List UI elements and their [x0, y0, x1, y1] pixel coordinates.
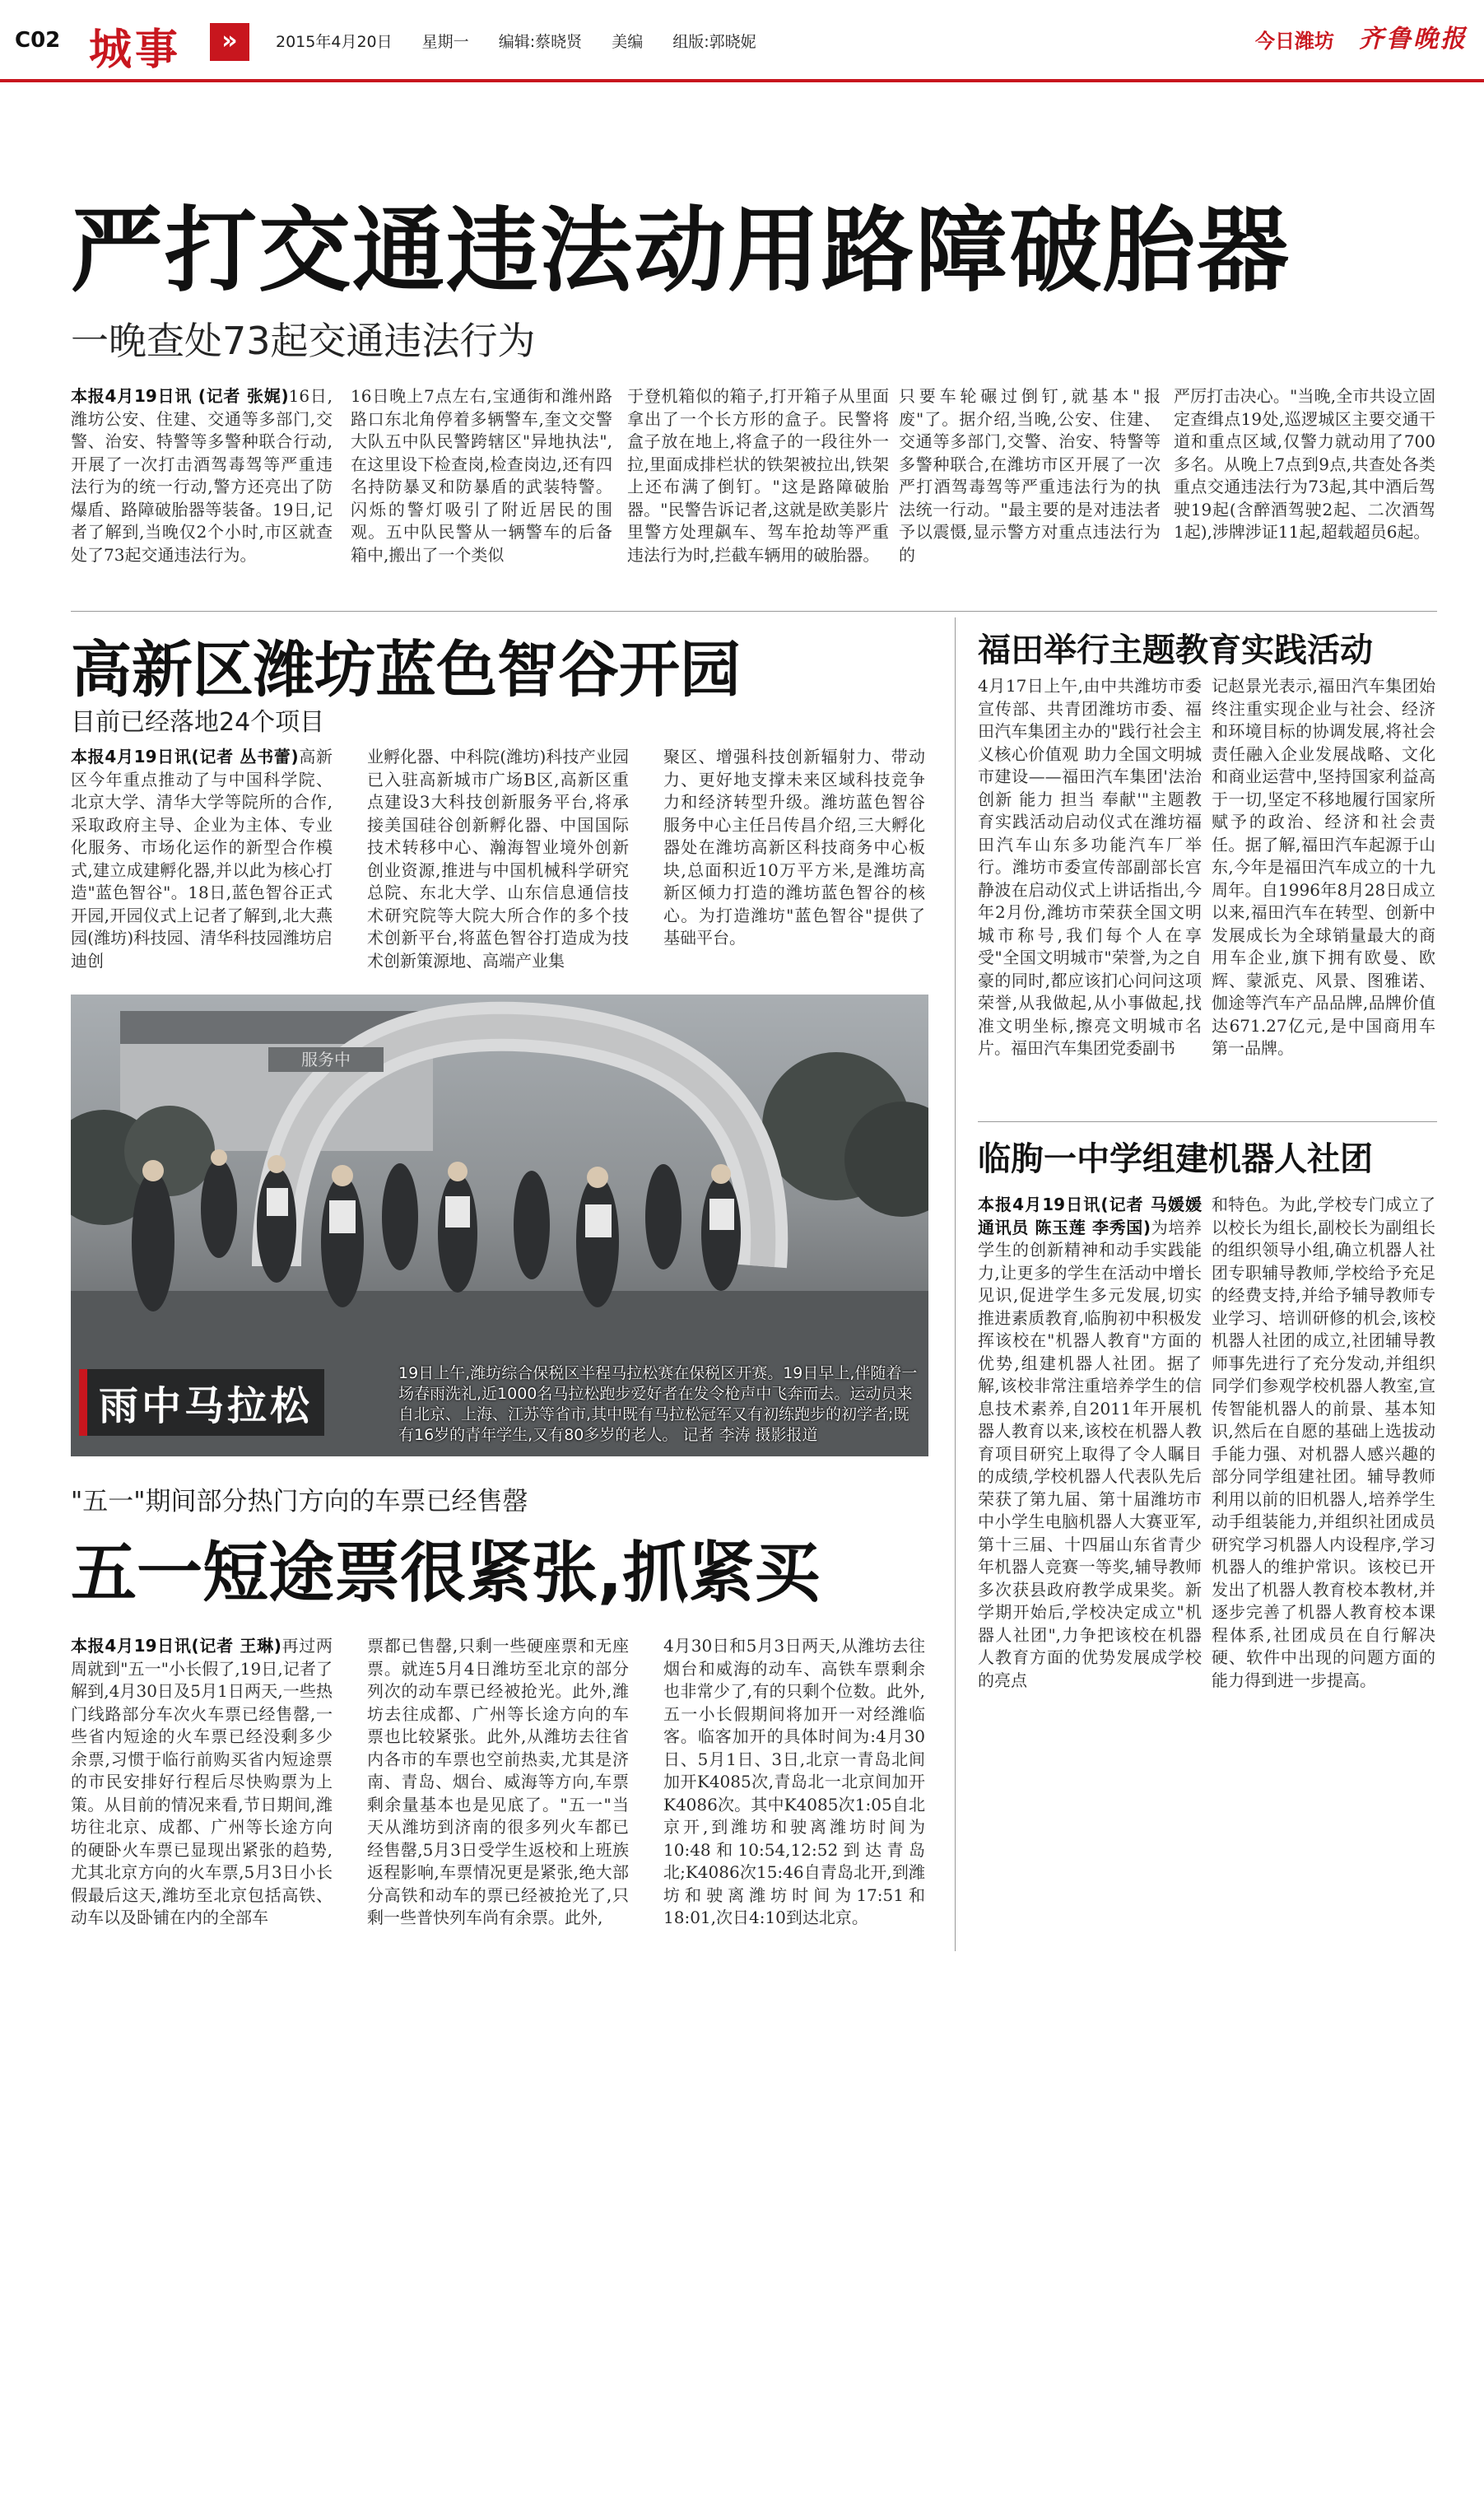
article3-title: 五一短途票很紧张,抓紧买: [71, 1535, 821, 1611]
article3-dateline: 本报4月19日讯(记者 王琳): [71, 1636, 281, 1656]
column-divider: [955, 617, 956, 1951]
article3-col3: 4月30日和5月3日两天,从潍坊去往烟台和威海的动车、高铁车票剩余也非常少了,有的只剩个位数。此外,五一小长假期间将加开一对经潍临客。临客加开的具体时间为:4月30日、5月1日、3日,北京一青岛北间加开K4085次,青岛北一北京间加开K4086次。其中K4085次1:05自北京开,到潍坊和驶离潍坊时间为10:48和10:54,12:52到达青岛北;K4086次15:46自青岛北开,到潍坊和驶离潍坊时间为17:51和18:01,次日4:10到达北京。: [663, 1636, 925, 1927]
chevron-right-icon: »: [210, 23, 249, 61]
issue-meta: [276, 30, 781, 52]
article3-col1: [71, 1635, 333, 1997]
article4-col1: 4月17日上午,由中共潍坊市委宣传部、共青团潍坊市委、福田汽车集团主办的"践行社会主义核心价值观 助力全国文明城市建设——福田汽车集团'法治创新 能力 担当 奉献'"主题教育实践活动启动仪式在潍坊福田汽车山东多功能汽车厂举行。潍坊市委宣传部副部长宫静波在启动仪式上讲话指出,今年2月份,潍坊市荣获全国文明城市称号,我们每个人在享受"全国文明城市"荣誉,为之自豪的同时,都应该扪心问问这项荣誉,从我做起,从小事做起,找准文明坐标,擦亮文明城市名片。福田汽车集团党委副书: [978, 676, 1202, 1058]
article1-col2: 16日晚上7点左右,宝通街和潍州路路口东北角停着多辆警车,奎文交警大队五中队民警跨辖区"异地执法",在这里设下检查岗,检查岗边,还有四名持防暴叉和防暴盾的武装特警。闪烁的警灯吸引了附近居民的围观。五中队民警从一辆警车的后备箱中,搬出了一个类似: [351, 386, 612, 565]
article5-col1: [978, 1194, 1202, 1918]
article2-subtitle: 目前已经落地24个项目: [71, 708, 325, 737]
article1-col1: [71, 385, 333, 599]
article2-col1-text: 高新区今年重点推动了与中国科学院、北京大学、清华大学等院所的合作,采取政府主导、企业为主体、专业化服务、市场化运作的新型合作模式,建立成建孵化器,并以此为核心打造"蓝色智谷"。18日,蓝色智谷正式开园,开园仪式上记者了解到,北大燕园(潍坊)科技园、清华科技园潍坊启迪创: [71, 747, 333, 971]
article5-dateline: 本报4月19日讯(记者 马媛媛 通讯员 陈玉莲 李秀国): [978, 1195, 1202, 1237]
article5-col1-text: 为培养学生的创新精神和动手实践能力,让更多的学生在活动中增长见识,促进学生多元发展,切实推进素质教育,临朐初中积极发挥该校在"机器人教育"方面的优势,组建机器人社团。据了解,该校非常注重培养学生的信息技术素养,自2011年开展机器人教育以来,该校在机器人教育项目研究上取得了令人瞩目的成绩,学校机器人代表队先后荣获了第九届、第十届潍坊市中小学生电脑机器人大赛亚军,第十三届、十四届山东省青少年机器人竞赛一等奖,辅导教师多次获县政府教学成果奖。新学期开始后,学校决定成立"机器人社团",力争把该校在机器人教育方面的优势发展成学校的亮点: [978, 1217, 1202, 1690]
article2-dateline: 本报4月19日讯(记者 丛书蕾): [71, 747, 299, 766]
photo-stamp: 雨中马拉松: [79, 1369, 324, 1436]
page-code: C02: [15, 28, 61, 53]
issue-editor: 编辑:蔡晓贤: [498, 33, 583, 51]
section-tag: 今日潍坊: [1255, 30, 1334, 53]
issue-weekday: 星期一: [421, 33, 469, 51]
article1-col1-text: 16日,潍坊公安、住建、交通等多部门,交警、治安、特警等多警种联合行动,开展了一次打击酒驾毒驾等严重违法行为的统一行动,警方还亮出了防爆盾、路障破胎器等装备。19日,记者了解到,当晚仅2个小时,市区就查处了73起交通违法行为。: [71, 386, 333, 565]
marathon-photo: [71, 995, 928, 1456]
issue-layout: 组版:郭晓妮: [672, 33, 756, 51]
article4-title: 福田举行主题教育实践活动: [978, 631, 1373, 669]
article1-subtitle: 一晚查处73起交通违法行为: [71, 319, 536, 363]
article2-col3: 聚区、增强科技创新辐射力、带动力、更好地支撑未来区域科技竞争力和经济转型升级。潍坊蓝色智谷服务中心主任吕传昌介绍,三大孵化器处在潍坊高新区科技商务中心板块,总面积近10万平方米,是潍坊高新区倾力打造的潍坊蓝色智谷的核心。为打造潍坊"蓝色智谷"提供了基础平台。: [663, 747, 925, 948]
issue-artist: 美编: [612, 33, 644, 51]
article5-col2: 和特色。为此,学校专门成立了以校长为组长,副校长为副组长的组织领导小组,确立机器人社团专职辅导教师,学校给予充足的经费支持,并给予辅导教师专业学习、培训研修的机会,该校机器人社团的成立,社团辅导教师事先进行了充分发动,并组织同学们参观学校机器人教室,宣传智能机器人的前景、基本知识,然后在自愿的基础上选拔动手能力强、对机器人感兴趣的部分同学组建社团。辅导教师利用以前的旧机器人,培养学生动手组装能力,并组织社团成员研究学习机器人内设程序,学习机器人的维护常识。该校已开发出了机器人教育校本教材,并逐步完善了机器人教育校本课程体系,社团成员在自行解决硬、软件中出现的问题方面的能力得到进一步提高。: [1212, 1195, 1435, 1690]
article3-col1-text: 再过两周就到"五一"小长假了,19日,记者了解到,4月30日及5月1日两天,一些热门线路部分车次火车票已经售罄,一些省内短途的火车票已经没剩多少余票,习惯于临行前购买省内短途票的市民安排好行程后尽快购票为上策。从目前的情况来看,节日期间,潍坊往北京、成都、广州等长途方向的硬卧火车票已显现出紧张的趋势,尤其北京方向的火车票,5月3日小长假最后这天,潍坊至北京包括高铁、动车以及卧铺在内的全部车: [71, 1636, 333, 1927]
article1-title: 严打交通违法动用路障破胎器: [71, 198, 1291, 305]
article3-kicker: "五一"期间部分热门方向的车票已经售罄: [71, 1487, 528, 1516]
issue-date: 2015年4月20日: [276, 33, 393, 51]
photo-caption: 19日上午,潍坊综合保税区半程马拉松赛在保税区开赛。19日早上,伴随着一场春雨洗礼,近1000名马拉松跑步爱好者在发令枪声中飞奔而去。运动员来自北京、上海、江苏等省市,其中既有马拉松冠军又有初练跑步的初学者;既有16岁的青年学生,又有80多岁的老人。 记者 李涛 摄影报道: [398, 1364, 918, 1444]
article2-col1: [71, 746, 333, 978]
newspaper-logo: 齐鲁晚报: [1359, 25, 1468, 54]
article1-col4: 只要车轮碾过倒钉,就基本"报废"了。据介绍,当晚,公安、住建、交通等多部门,交警、治安、特警等多警种联合,在潍坊市区开展了一次严打酒驾毒驾等严重违法行为的执法统一行动。"最主要的是对违法者予以震慑,显示警方对重点违法行为的: [899, 386, 1161, 565]
banner-text: 服务中: [301, 1050, 351, 1069]
article4-col2: 记赵景光表示,福田汽车集团始终注重实现企业与社会、经济和环境目标的协调发展,将社会责任融入企业发展战略、文化和商业运营中,坚持国家利益高于一切,坚定不移地履行国家所赋予的政治、经济和社会责任。据了解,福田汽车起源于山东,今年是福田汽车成立的十九周年。自1996年8月28日成立以来,福田汽车在转型、创新中发展成长为全球销量最大的商用车企业,旗下拥有欧曼、欧辉、蒙派克、风景、图雅诺、伽途等汽车产品品牌,品牌价值达671.27亿元,是中国商用车第一品牌。: [1212, 676, 1435, 1058]
article1-col5: 严厉打击决心。"当晚,全市共设立固定查缉点19处,巡逻城区主要交通干道和重点区域,仅警力就动用了700多名。从晚上7点到9点,共查处各类重点交通违法行为73起,其中酒后驾驶19起(含醉酒驾驶2起、二次酒驾1起),涉牌涉证11起,超载超员6起。: [1174, 386, 1435, 542]
article1-col3: 于登机箱似的箱子,打开箱子从里面拿出了一个长方形的盒子。民警将盒子放在地上,将盒子的一段往外一拉,里面成排栏状的铁架被拉出,铁架上还布满了倒钉。"这是路障破胎器。"民警告诉记者,这就是欧美影片里警方处理飙车、驾车抢劫等严重违法行为时,拦截车辆用的破胎器。: [627, 386, 889, 565]
header-rule: [0, 79, 1484, 82]
divider: [71, 611, 1437, 612]
page-header: [0, 0, 1484, 82]
article2-col2: 业孵化器、中科院(潍坊)科技产业园已入驻高新城市广场B区,高新区重点建设3大科技创新服务平台,将承接美国硅谷创新孵化器、中国国际技术转移中心、瀚海智业境外创新创业资源,推进与中国机械科学研究总院、东北大学、山东信息通信技术研究院等大院大所合作的多个技术创新平台,将蓝色智谷打造成为技术创新策源地、高端产业集: [367, 747, 629, 971]
divider: [978, 1121, 1437, 1122]
article1-dateline: 本报4月19日讯 (记者 张娓): [71, 386, 289, 406]
article3-col2: 票都已售罄,只剩一些硬座票和无座票。就连5月4日潍坊至北京的部分列次的动车票已经被抢光。此外,潍坊去往成都、广州等长途方向的车票也比较紧张。此外,从潍坊去往省内各市的车票也空前热卖,尤其是济南、青岛、烟台、威海等方向,车票剩余量基本也是见底了。"五一"当天从潍坊到济南的很多列火车都已经售罄,5月3日受学生返校和上班族返程影响,车票情况更是紧张,绝大部分高铁和动车的票已经被抢光了,只剩一些普快列车尚有余票。此外,: [367, 1636, 629, 1927]
article2-title: 高新区潍坊蓝色智谷开园: [71, 635, 741, 706]
section-title: 城事: [89, 25, 182, 75]
article5-title: 临朐一中学组建机器人社团: [978, 1140, 1373, 1178]
